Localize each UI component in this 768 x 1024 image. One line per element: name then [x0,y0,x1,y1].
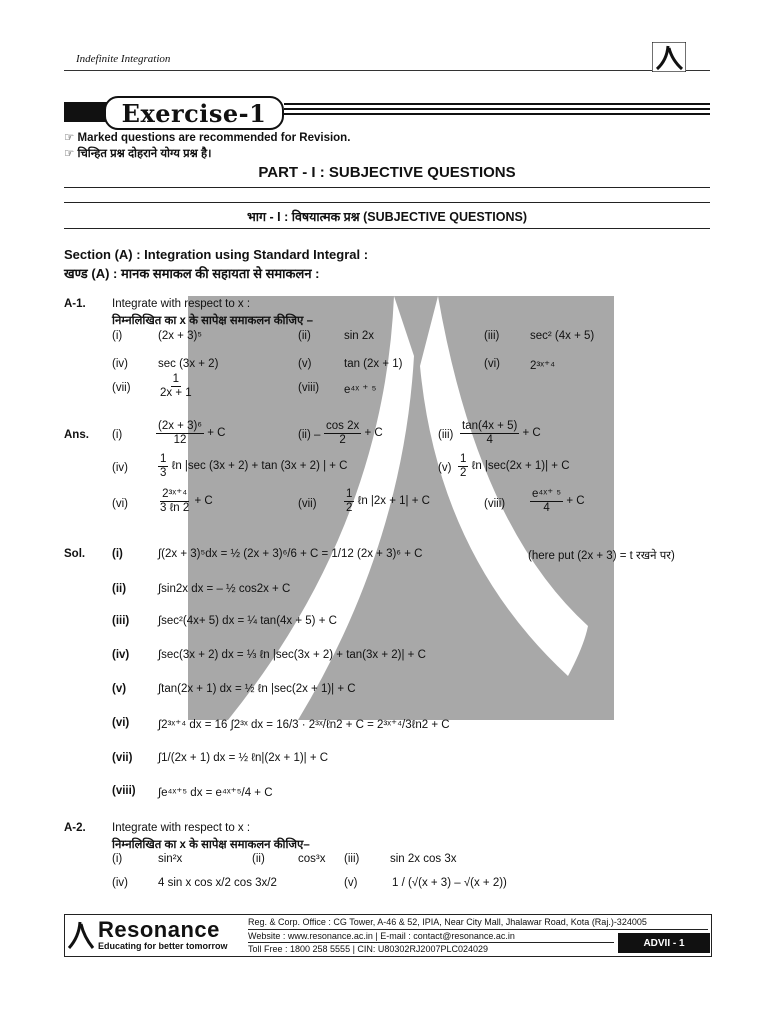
solution-label: Sol. [64,548,86,560]
prompt-en: Integrate with respect to x : [112,822,251,834]
item-num: (i) [112,330,123,342]
rule [64,187,710,188]
ans-num: (vii) [298,498,317,510]
sol-num: (iv) [112,649,130,661]
header-rule [64,70,710,71]
ans-expr: $\frac{\text{e⁴ˣ⁺ ⁵}}{4}$ + C [532,488,585,514]
ans-expr: $\frac{\text{2³ˣ⁺⁴}}{\text{3 ℓn 2}}$ + C [160,488,213,514]
chapter-title: Indefinite Integration [76,53,171,65]
sol-expr: ∫sin2x dx = – ½ cos2x + C [158,583,291,595]
item-expr: cos³x [298,853,326,865]
item-num: (i) [112,853,123,865]
ans-expr: $\frac{\text{(2x + 3)⁶}}{12}$ + C [158,420,226,446]
prompt-en: Integrate with respect to x : [112,298,251,310]
toll-free: Toll Free : 1800 258 5555 | CIN: U80302RJ2007PLC024029 [248,944,488,954]
item-expr: (2x + 3)⁵ [158,330,203,342]
sol-expr: ∫sec²(4x+ 5) dx = ¼ tan(4x + 5) + C [158,615,337,627]
prompt-hi: निम्नलिखित का x के सापेक्ष समाकलन कीजिए– [112,839,310,851]
item-expr: sin 2x cos 3x [390,853,457,865]
item-expr: sec (3x + 2) [158,358,219,370]
office-address: Reg. & Corp. Office : CG Tower, A-46 & 52, IPIA, Near City Mall, Jhalawar Road, Kota (Raj.)-324005 [248,916,708,930]
ans-num: (v) [438,462,452,474]
ans-num: (iv) [112,462,128,474]
page-code: ADVII - 1 [618,933,710,953]
sol-num: (ii) [112,583,127,595]
sol-expr: ∫e⁴ˣ⁺⁵ dx = e⁴ˣ⁺⁵/4 + C [158,787,273,799]
sol-num: (v) [112,683,127,695]
exercise-lines [284,103,710,118]
footer-brand [66,917,242,953]
exercise-title: Exercise-1 [104,96,284,130]
item-num: (vii) [112,382,131,394]
sol-expr: ∫(2x + 3)⁵dx = ½ (2x + 3)⁶/6 + C = 1/12 (2x + 3)⁶ + C [158,548,423,560]
item-num: (viii) [298,382,320,394]
section-title-en: Section (A) : Integration using Standard Integral : [64,247,369,262]
rule [64,228,710,229]
brand-tagline: Educating for better tomorrow [98,941,228,951]
ans-num: (viii) [484,498,506,510]
item-num: (ii) [252,853,265,865]
item-num: (iv) [112,877,128,889]
sol-num: (vi) [112,717,130,729]
ans-expr: $\frac{1}{3}$ ℓn |sec (3x + 2) + tan (3x + 2) | + C [160,453,348,479]
item-expr: sec² (4x + 5) [530,330,595,342]
sol-num: (viii) [112,785,136,797]
item-expr: 4 sin x cos x/2 cos 3x/2 [158,877,277,889]
ans-num: (i) [112,429,123,441]
ans-expr: $\frac{\cos 2x}{2}$ + C [326,420,383,446]
resonance-logo-icon [652,42,686,72]
rule [64,202,710,203]
part-subtitle: भाग - I : विषयात्मक प्रश्न (SUBJECTIVE QUESTIONS) [246,210,528,224]
hand-pointer-icon: ☞ [64,148,78,160]
ans-num: (iii) [438,429,454,441]
sol-expr: ∫tan(2x + 1) dx = ½ ℓn |sec(2x + 1)| + C [158,683,356,695]
item-fraction: $\frac{1}{2x + 1}$ [160,373,192,399]
item-num: (iii) [484,330,500,342]
item-expr: 2³ˣ⁺⁴ [530,360,556,372]
sol-expr: ∫sec(3x + 2) dx = ⅓ ℓn |sec(3x + 2) + tan(3x + 2)| + C [158,649,426,661]
item-num: (iii) [344,853,360,865]
sol-expr: ∫1/(2x + 1) dx = ½ ℓn|(2x + 1)| + C [158,752,329,764]
sol-note: (here put (2x + 3) = t रखने पर) [528,550,675,562]
question-label: A-2. [64,822,86,834]
item-expr: tan (2x + 1) [344,358,403,370]
section-title-hi: खण्ड (A) : मानक समाकल की सहायता से समाकलन : [64,266,320,281]
ans-num: (ii) – [298,429,321,441]
brand-name: Resonance [98,917,220,942]
prompt-hi: निम्नलिखित का x के सापेक्ष समाकलन कीजिए – [112,315,313,327]
part-title: PART - I : SUBJECTIVE QUESTIONS [258,164,516,181]
ans-num: (vi) [112,498,128,510]
website-email: Website : www.resonance.ac.in | E-mail : contact@resonance.ac.in [248,930,614,943]
ans-expr: $\frac{1}{2}$ ℓn |2x + 1| + C [346,488,430,514]
note-hi: ☞ चिन्हित प्रश्न दोहराने योग्य प्रश्न है। [64,148,212,160]
item-num: (v) [298,358,312,370]
ans-expr: $\frac{\tan(4x + 5)}{4}$ + C [462,420,541,446]
item-num: (ii) [298,330,311,342]
answer-label: Ans. [64,429,89,441]
resonance-logo-icon [66,919,96,951]
item-expr: 1 / (√(x + 3) – √(x + 2)) [392,877,507,889]
hand-pointer-icon: ☞ [64,132,78,144]
item-num: (iv) [112,358,128,370]
item-num: (vi) [484,358,500,370]
ans-expr: $\frac{1}{2}$ ℓn |sec(2x + 1)| + C [460,453,570,479]
item-num: (v) [344,877,358,889]
sol-expr: ∫2³ˣ⁺⁴ dx = 16 ∫2³ˣ dx = 16/3 · 2³ˣ/ℓn2 + C = 2³ˣ⁺⁴/3ℓn2 + C [158,719,450,731]
sol-num: (i) [112,548,123,560]
item-expr: e⁴ˣ ⁺ ⁵ [344,384,377,396]
sol-num: (vii) [112,752,133,764]
item-expr: sin 2x [344,330,375,342]
question-label: A-1. [64,298,86,310]
sol-num: (iii) [112,615,130,627]
note-en: ☞ Marked questions are recommended for Revision. [64,132,351,144]
item-expr: sin²x [158,853,183,865]
